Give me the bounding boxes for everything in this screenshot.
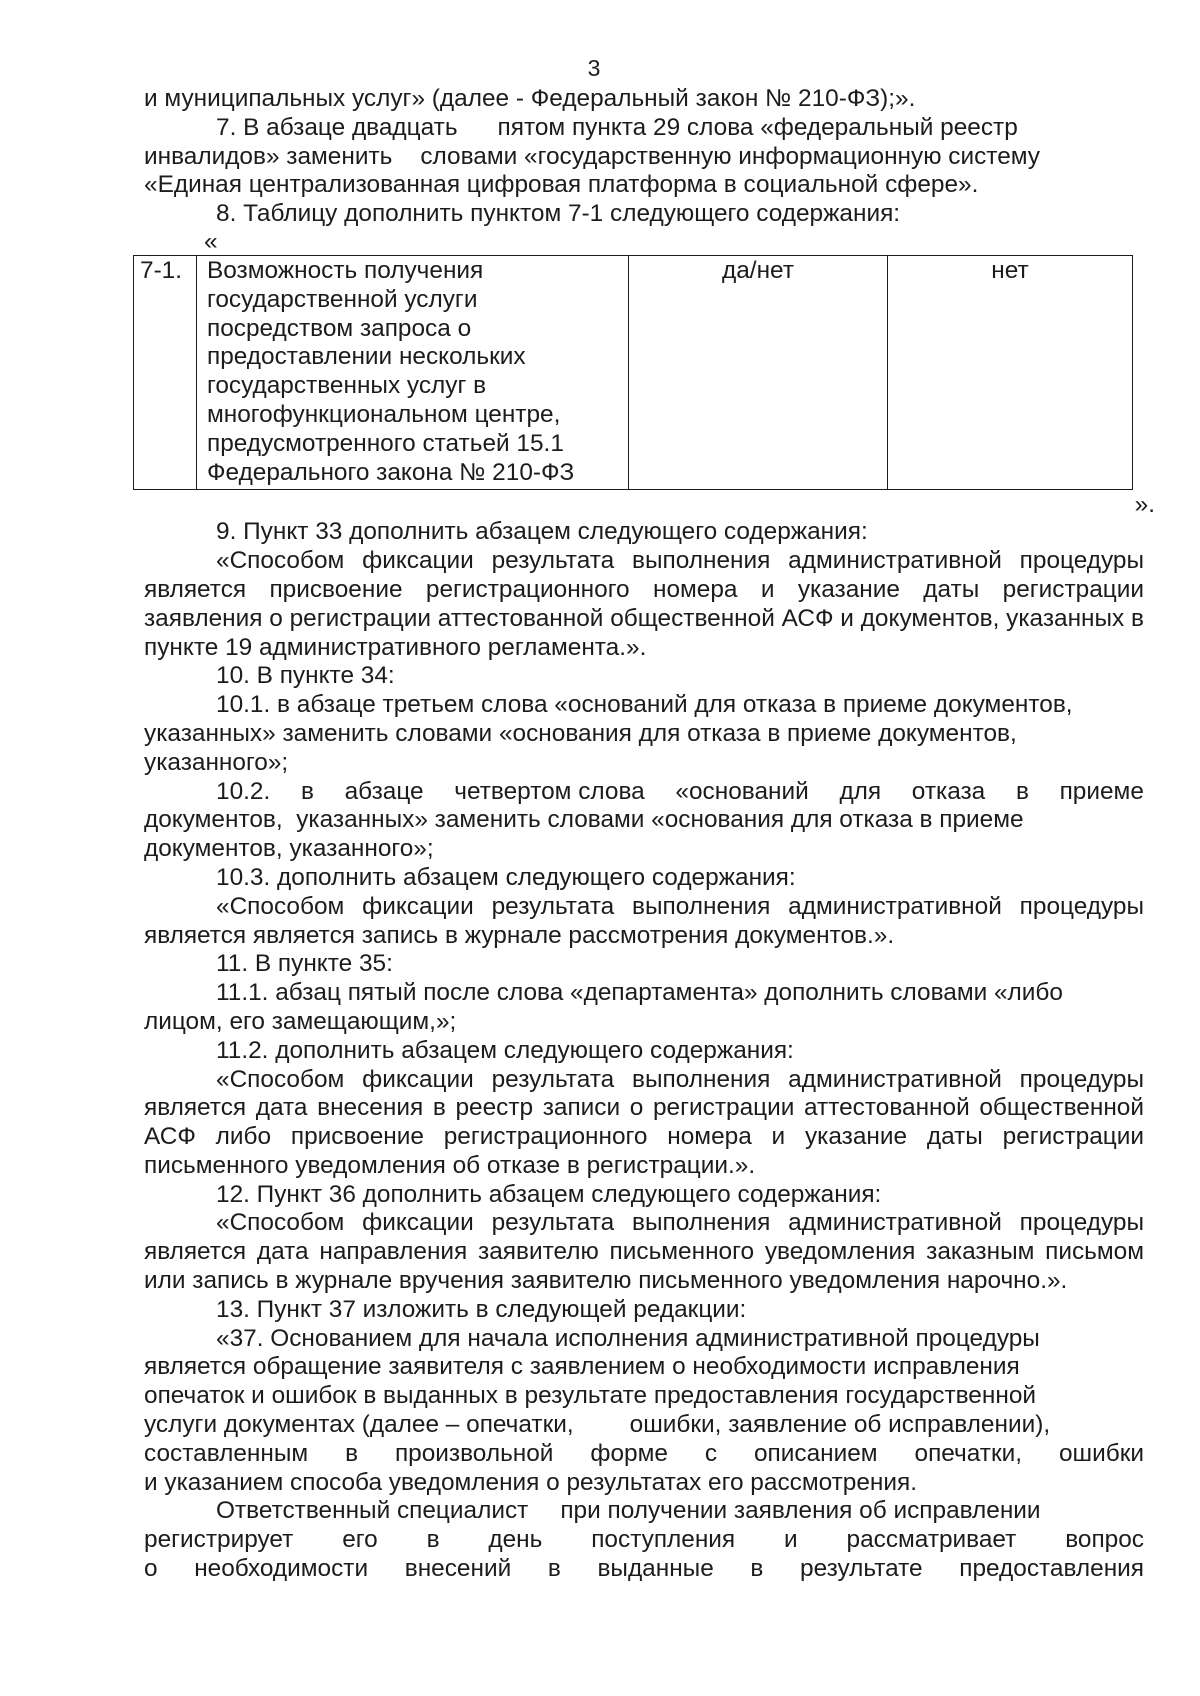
responsible-specialist-line-1 xyxy=(144,1497,1144,1526)
p7-line-1-part-b: пятом пункта 29 слова «федеральный реестр xyxy=(497,113,1018,141)
paragraph-10-3: 10.3. дополнить абзацем следующего содержания: xyxy=(216,863,796,891)
p7-line-1-part-a: 7. В абзаце двадцать xyxy=(216,113,458,141)
p10-2-word: для xyxy=(839,777,882,805)
description-line: Федерального закона № 210-ФЗ xyxy=(207,458,575,486)
paragraph-7-line-1 xyxy=(144,114,1144,143)
paragraph-37-line-6: и указанием способа уведомления о результатах его рассмотрения. xyxy=(144,1468,918,1496)
opening-quote: « xyxy=(204,227,218,255)
responsible-specialist-line-3: о необходимости внесений в выданные в результате предоставления xyxy=(144,1555,1144,1583)
description-line: государственной услуги xyxy=(207,285,478,313)
paragraph-10-2-rest: документов, указанных» заменить словами «основания для отказа в приеме документов, указанного»; xyxy=(144,806,1031,863)
p10-2-word: «оснований xyxy=(675,777,809,805)
paragraph-37-line-1: «37. Основанием для начала исполнения административной процедуры xyxy=(216,1324,1040,1352)
description-line: предусмотренного статьей 15.1 xyxy=(207,429,564,457)
amendment-table xyxy=(133,255,1133,490)
row-description xyxy=(197,255,629,489)
p37-line-4-part-b: ошибки, заявление об исправлении), xyxy=(629,1411,1051,1439)
page-number: 3 xyxy=(587,55,601,81)
p10-2-word: 10.2. xyxy=(216,777,271,805)
p10-2-word: в xyxy=(300,777,314,805)
row-value: нет xyxy=(888,255,1133,489)
paragraph-7-line-3: «Единая централизованная цифровая платформа в социальной сфере». xyxy=(144,171,979,199)
responsible-specialist-line-2: регистрирует его в день поступления и рассматривает вопрос xyxy=(144,1526,1144,1554)
paragraph-37-line-5: составленным в произвольной форме с описанием опечатки, ошибки xyxy=(144,1439,1144,1467)
continuation-line: и муниципальных услуг» (далее - Федеральный закон № 210-ФЗ);». xyxy=(144,85,916,112)
closing-quote: ». xyxy=(1134,491,1155,519)
paragraph-9-quote: «Способом фиксации результата выполнения административной процедуры является присвоение регистрационного номера и указание даты регистрации заявления о регистрации аттестованной общественной АСФ и документов, указанных в пункте 19 административного регламента.». xyxy=(144,547,1144,661)
paragraph-37-line-3: опечаток и ошибок в выданных в результате предоставления государственной xyxy=(144,1382,1037,1410)
p37-line-4-part-a: услуги документах (далее – опечатки, xyxy=(144,1411,574,1439)
paragraph-11-2: 11.2. дополнить абзацем следующего содержания: xyxy=(216,1036,794,1064)
row-number: 7-1. xyxy=(134,255,197,489)
p10-2-word: в xyxy=(1015,777,1029,805)
paragraph-10-1: 10.1. в абзаце третьем слова «оснований для отказа в приеме документов, указанных» заменить словами «основания для отказа в приеме документов, указанного»; xyxy=(144,691,1073,776)
paragraph-10: 10. В пункте 34: xyxy=(216,662,395,690)
paragraph-10-2-line-1 xyxy=(144,778,1144,807)
paragraph-9: 9. Пункт 33 дополнить абзацем следующего содержания: xyxy=(216,518,868,546)
paragraph-10-3-quote: «Способом фиксации результата выполнения административной процедуры является является запись в журнале рассмотрения документов.». xyxy=(144,892,1144,949)
description-line: государственных услуг в xyxy=(207,372,487,400)
p10-2-word: абзаце xyxy=(344,777,424,805)
paragraph-12-quote: «Способом фиксации результата выполнения административной процедуры является дата направления заявителю письменного уведомления заказным письмом или запись в журнале вручения заявителю письменного уведомления нарочно.». xyxy=(144,1209,1144,1295)
paragraph-11-2-quote: «Способом фиксации результата выполнения административной процедуры является дата внесения в реестр записи о регистрации аттестованной общественной АСФ либо присвоение регистрационного номера и указание даты регистрации письменного уведомления об отказе в регистрации.». xyxy=(144,1065,1144,1179)
paragraph-11-1: 11.1. абзац пятый после слова «департамента» дополнить словами «либо лицом, его замещающим,»; xyxy=(144,979,1063,1035)
description-line: посредством запроса о xyxy=(207,314,472,342)
description-line: многофункциональном центре, xyxy=(207,400,561,428)
p10-2-word: отказа xyxy=(911,777,986,805)
p10-2-word: четвертом слова xyxy=(454,777,645,805)
resp-line-1-part-b: при получении заявления об исправлении xyxy=(560,1497,1041,1525)
paragraph-12: 12. Пункт 36 дополнить абзацем следующего содержания: xyxy=(216,1180,882,1208)
paragraph-8: 8. Таблицу дополнить пунктом 7-1 следующего содержания: xyxy=(216,200,901,228)
row-value-options: да/нет xyxy=(629,255,888,489)
paragraph-37-line-4 xyxy=(144,1411,1144,1440)
table-row xyxy=(134,255,1133,489)
resp-line-1-part-a: Ответственный специалист xyxy=(216,1497,529,1525)
p7-line-2-part-b: словами «государственную информационную систему xyxy=(420,142,1040,170)
paragraph-7-line-2 xyxy=(144,143,1144,172)
description-line: предоставлении нескольких xyxy=(207,343,526,371)
p10-2-word: приеме xyxy=(1059,777,1144,805)
paragraph-11: 11. В пункте 35: xyxy=(216,950,393,978)
p7-line-2-part-a: инвалидов» заменить xyxy=(144,142,393,170)
paragraph-37-line-2: является обращение заявителя с заявлением о необходимости исправления xyxy=(144,1353,1020,1381)
document-body xyxy=(140,85,1155,1584)
description-line: Возможность получения xyxy=(207,256,484,284)
paragraph-13: 13. Пункт 37 изложить в следующей редакции: xyxy=(216,1295,747,1323)
